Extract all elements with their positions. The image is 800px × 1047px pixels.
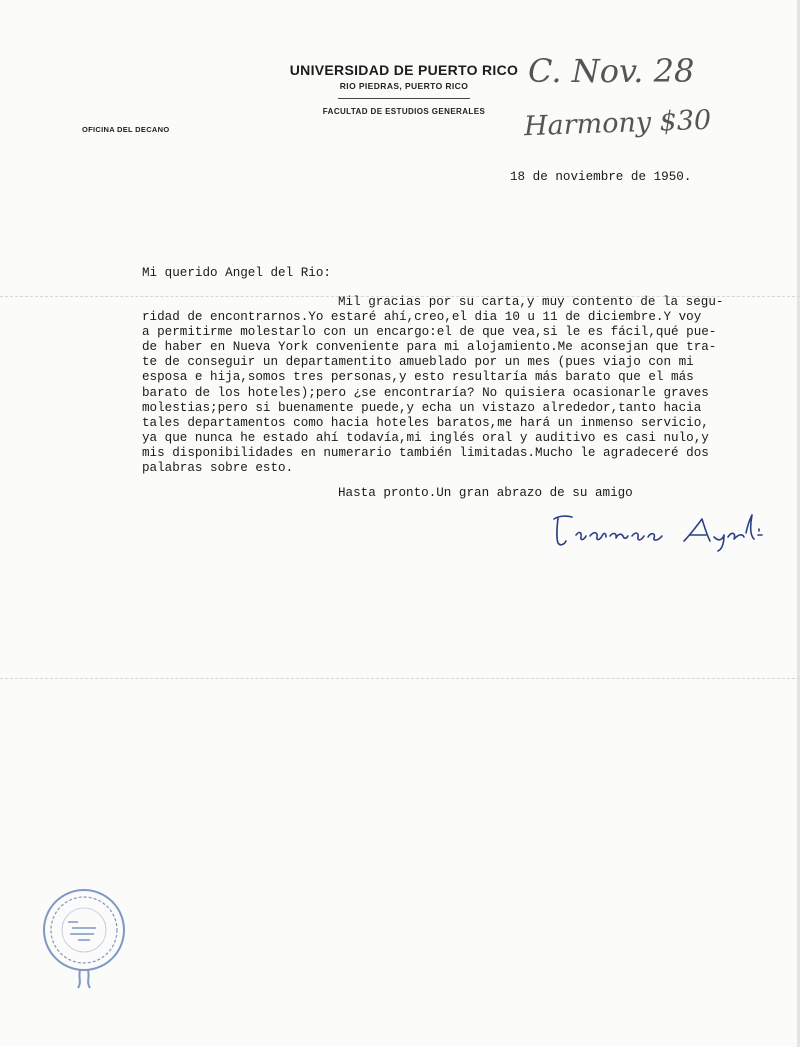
body-line: mis disponibilidades en numerario también limitadas.Mucho le agradeceré dos [142,445,709,460]
letterhead-divider [338,98,470,99]
signature-image [546,505,772,555]
body-line: ridad de encontrarnos.Yo estaré ahí,creo,el dia 10 u 11 de diciembre.Y voy [142,310,702,325]
letter-closing: Hasta pronto.Un gran abrazo de su amigo [338,486,633,500]
letter-date: 18 de noviembre de 1950. [510,170,692,184]
letterhead-university: UNIVERSIDAD DE PUERTO RICO [289,62,519,78]
body-line: de haber en Nueva York conveniente para mi alojamiento.Me aconsejan que tra- [142,340,717,355]
body-line: ya que nunca he estado ahí todavía,mi inglés oral y auditivo es casi nulo,y [142,430,709,445]
letterhead-faculty: FACULTAD DE ESTUDIOS GENERALES [322,107,486,116]
library-stamp-seal [38,878,130,998]
letterhead-office: OFICINA DEL DECANO [82,125,170,134]
body-line: te de conseguir un departamentito amueblado por un mes (pues viajo con mi [142,355,694,370]
handwritten-note-date: C. Nov. 28 [528,52,695,90]
handwritten-note-price: Harmony $30 [523,104,712,143]
body-line: palabras sobre esto. [142,461,294,476]
fold-line [0,678,800,679]
body-line: a permitirme molestarlo con un encargo:el de que vea,si le es fácil,qué pue- [142,325,717,340]
letter-body [142,295,723,476]
body-line: Mil gracias por su carta,y muy contento de la segu- [338,295,724,309]
body-line: barato de los hoteles);pero ¿se encontraría? No quisiera ocasionarle graves [142,385,709,400]
body-line: molestias;pero si buenamente puede,y echa un vistazo alrededor,tanto hacia [142,400,702,415]
body-line: tales departamentos como hacia hoteles baratos,me hará un inmenso servicio, [142,415,709,430]
letter-salutation: Mi querido Angel del Rio: [142,266,331,280]
body-line: esposa e hija,somos tres personas,y esto resultaría más barato que el más [142,370,694,385]
letterhead-city: RIO PIEDRAS, PUERTO RICO [339,81,469,91]
